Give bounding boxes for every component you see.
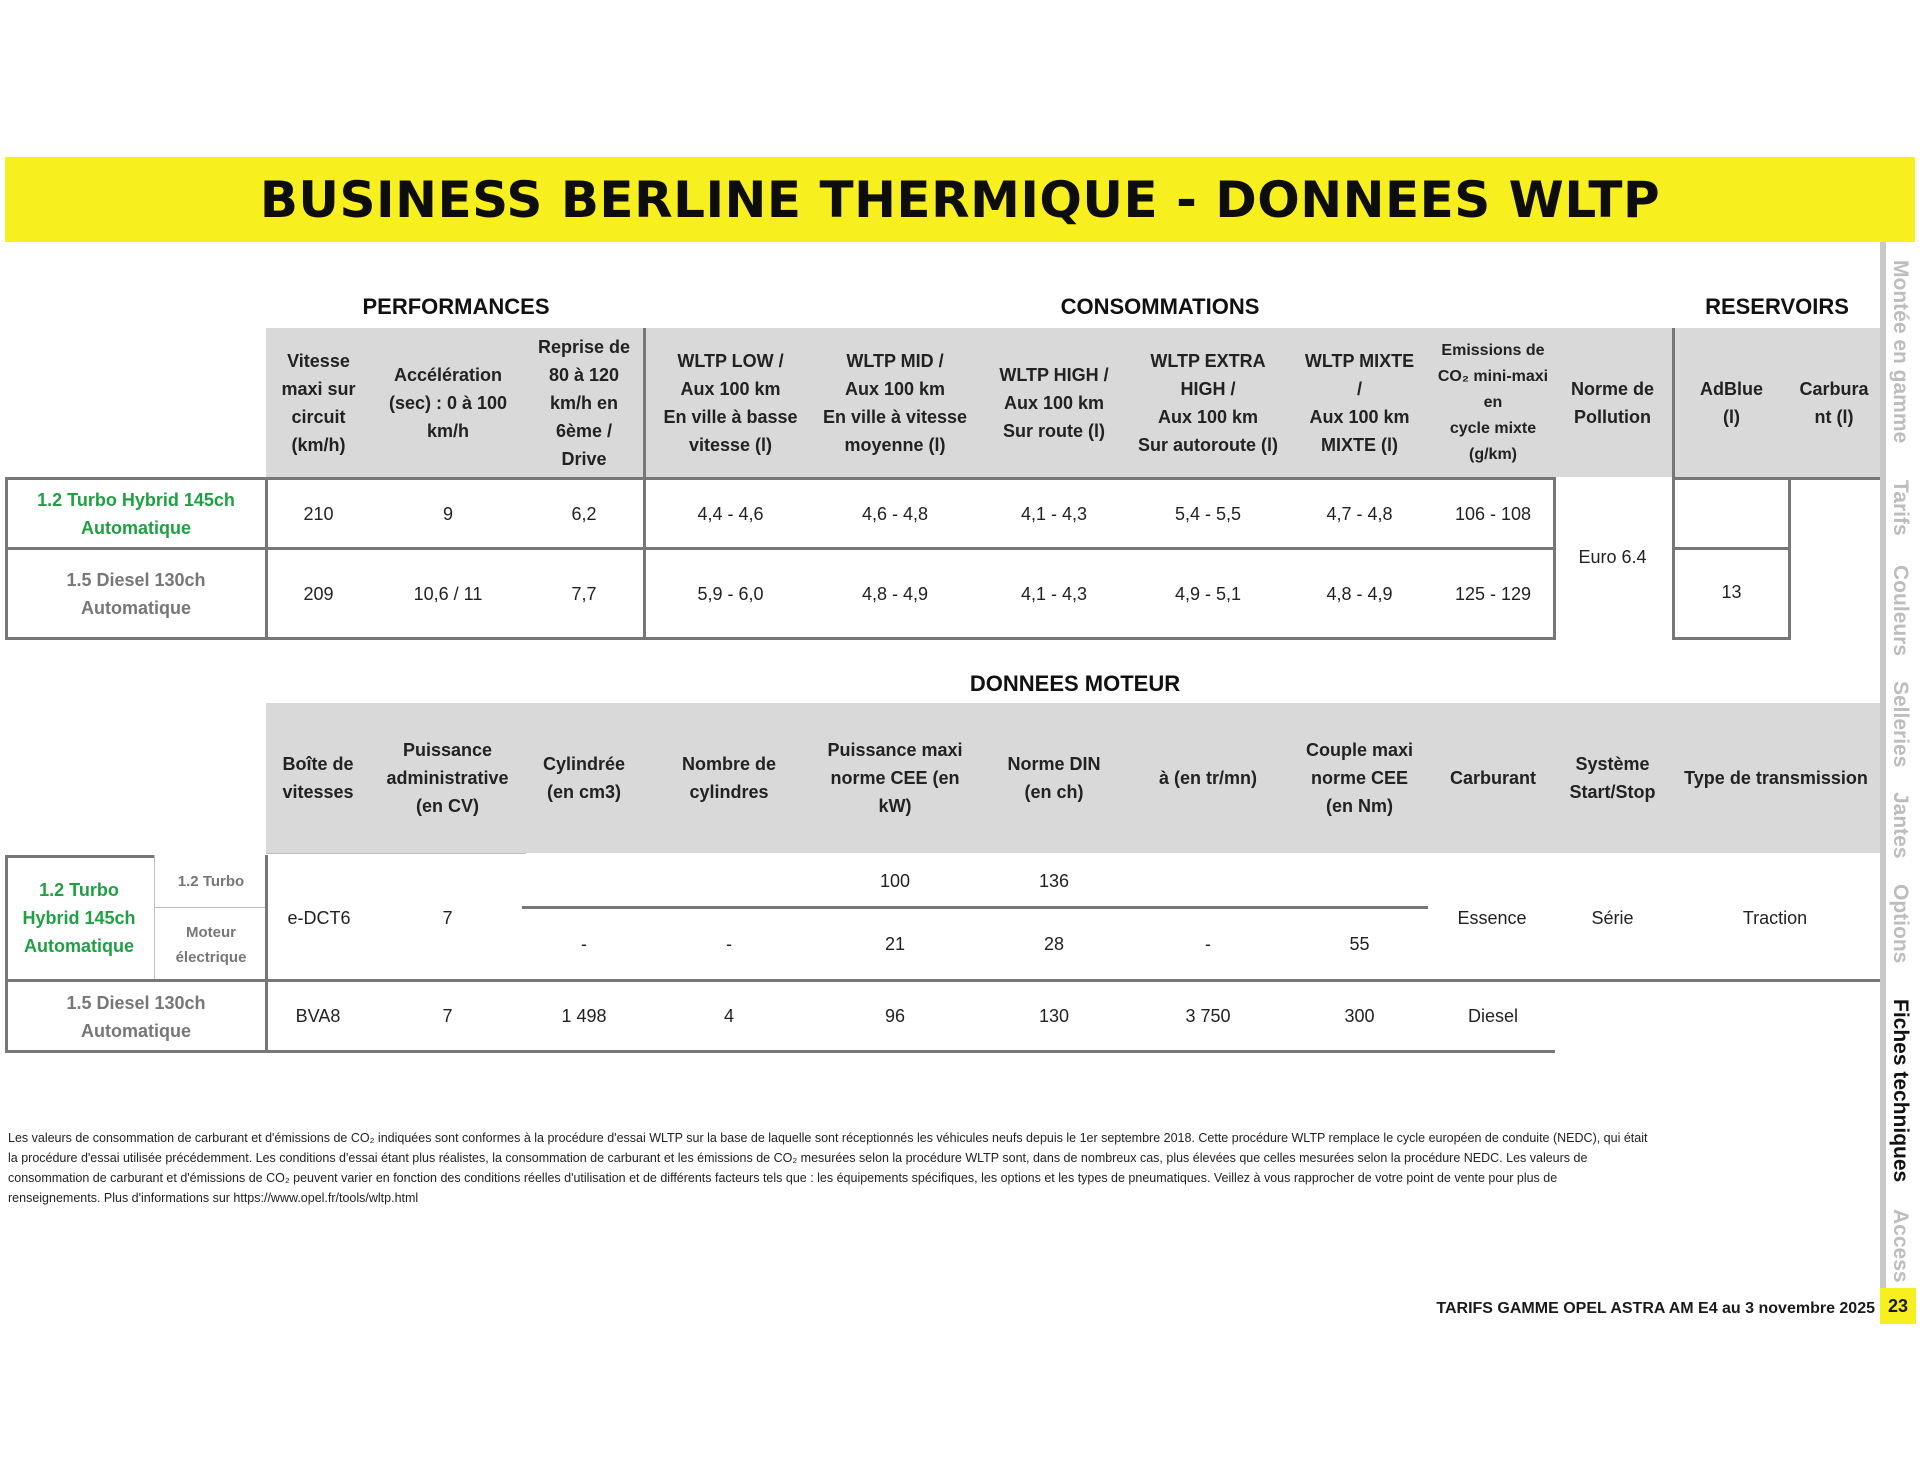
wltp-cell: 209 [303, 583, 334, 604]
motor-electric-rpm: - [1205, 933, 1211, 954]
motor-header-cell: Puissance administrative (en CV) [370, 703, 525, 853]
motor-diesel-cell: 130 [1038, 1005, 1070, 1026]
wltp-cell: 7,7 [571, 583, 597, 604]
wltp-cell: 5,4 - 5,5 [1174, 503, 1242, 524]
sidebar-item-label: Couleurs [1889, 565, 1912, 657]
wltp-cell: 4,6 - 4,8 [861, 503, 929, 524]
motor-electric-kw: 21 [884, 933, 906, 954]
wltp-cell: 4,8 - 4,9 [1326, 583, 1393, 604]
motor-hybrid-admin-power: 7 [442, 907, 453, 928]
wltp-header-cell: Vitesse maxi sur circuit (km/h) [266, 328, 371, 477]
wltp-header-cell: WLTP LOW / Aux 100 km En ville à basse vitesse (l) [646, 328, 815, 477]
motor-header-cell: Type de transmission [1672, 703, 1880, 853]
wltp-cell: 4,9 - 5,1 [1174, 583, 1242, 604]
wltp-cell: 4,8 - 4,9 [861, 583, 929, 604]
wltp-cell: 9 [442, 503, 453, 524]
motor-electric-din: 28 [1043, 933, 1065, 954]
wltp-header-cell: WLTP HIGH / Aux 100 km Sur route (l) [975, 328, 1133, 477]
wltp-cell: 5,9 - 6,0 [697, 583, 764, 604]
motor-turbo-din: 136 [1038, 870, 1070, 891]
motor-hybrid-startstop: Série [1591, 907, 1634, 928]
motor-row-diesel-label: 1.5 Diesel 130ch Automatique [66, 993, 206, 1041]
sidebar-item-label: Fiches techniques [1889, 999, 1912, 1183]
sidebar-item-couleurs[interactable] [1878, 556, 1920, 666]
wltp-cell: 125 - 129 [1454, 583, 1532, 604]
wltp-cell: 6,2 [571, 503, 597, 524]
footnote-line: Les valeurs de consommation de carburant et d'émissions de CO₂ indiquées sont conformes à la procédure d'essai WLTP sur la base de laquelle sont réceptionnés les véhicules neufs depuis le 1er septembre 2018. Cette procédure WLTP remplace le cycle européen de conduite (NEDC), qui était [8, 1131, 1648, 1145]
wltp-header-cell: Accélération (sec) : 0 à 100 km/h [371, 328, 525, 477]
motor-header-cell: Boîte de vitesses [266, 703, 370, 853]
sidebar-item-options[interactable] [1878, 874, 1920, 974]
motor-header-cell: Couple maxi norme CEE (en Nm) [1283, 703, 1436, 853]
motor-electric-torque: 55 [1349, 933, 1370, 954]
wltp-header-cell: Reprise de 80 à 120 km/h en 6ème / Drive [525, 328, 643, 477]
motor-header-cell: Cylindrée (en cm3) [525, 703, 643, 853]
motor-diesel-cell: 96 [884, 1005, 906, 1026]
motor-diesel-cell: 4 [723, 1005, 734, 1026]
motor-sub-electric: Moteur électrique [175, 924, 247, 966]
motor-header-cell: Norme DIN (en ch) [975, 703, 1133, 853]
motor-header-cell: Nombre de cylindres [643, 703, 815, 853]
motor-diesel-cell: 1 498 [561, 1005, 607, 1026]
sidebar-item-tarifs[interactable] [1878, 470, 1920, 546]
motor-electric-cylinders: - [726, 933, 732, 954]
title-banner [5, 157, 1915, 242]
wltp-cell: 106 - 108 [1454, 503, 1532, 524]
sidebar-item-label: Montée en gamme [1889, 260, 1912, 444]
adblue-diesel: 13 [1721, 582, 1742, 602]
motor-hybrid-fuel: Essence [1457, 907, 1527, 928]
motor-diesel-cell: 3 750 [1185, 1005, 1231, 1026]
motor-row-hybrid-label: 1.2 Turbo Hybrid 145ch Automatique [22, 880, 136, 956]
footnote-line: consommation de carburant et d'émissions de CO₂ peuvent varier en fonction des conditions réelles d'utilisation et de différents facteurs tels que : les équipements spécifiques, les options et les types de pneumatiques. Veillez à vous rapprocher de votre point de vente pour plus de [8, 1171, 1558, 1185]
wltp-header-cell: Emissions de CO₂ mini-maxi en cycle mixte (g/km) [1436, 328, 1550, 477]
motor-header-cell: Carburant [1436, 703, 1550, 853]
motor-header-cell: Système Start/Stop [1555, 703, 1670, 853]
sidebar-item-fiches-techniques[interactable] [1878, 986, 1920, 1196]
pollution-norm: Euro 6.4 [1578, 547, 1647, 567]
wltp-row-diesel-label: 1.5 Diesel 130ch Automatique [66, 570, 206, 618]
footnote-line: renseignements. Plus d'informations sur https://www.opel.fr/tools/wltp.html [8, 1191, 419, 1205]
wltp-header-cell: WLTP MID / Aux 100 km En ville à vitesse moyenne (l) [815, 328, 975, 477]
section-consommations: CONSOMMATIONS [1060, 294, 1260, 319]
footnote [8, 1128, 1848, 1208]
wltp-header-cell: Norme de Pollution [1555, 328, 1670, 477]
wltp-row-hybrid-label: 1.2 Turbo Hybrid 145ch Automatique [37, 490, 235, 538]
wltp-cell: 4,4 - 4,6 [697, 503, 764, 524]
section-performances: PERFORMANCES [362, 294, 550, 319]
page-title: BUSINESS BERLINE THERMIQUE - DONNEES WLTP [259, 170, 1661, 229]
motor-diesel-cell: 7 [442, 1005, 453, 1026]
wltp-header-cell: AdBlue (l) [1675, 328, 1788, 477]
wltp-header-cell: Carbura nt (l) [1788, 328, 1880, 477]
wltp-cell: 4,7 - 4,8 [1326, 503, 1393, 524]
motor-sub-turbo: 1.2 Turbo [177, 872, 245, 890]
wltp-cell: 210 [303, 503, 334, 524]
wltp-cell: 10,6 / 11 [413, 583, 483, 604]
wltp-header-cell: WLTP MIXTE / Aux 100 km MIXTE (l) [1283, 328, 1436, 477]
sidebar-item-label: Tarifs [1889, 480, 1912, 536]
motor-hybrid-transmission: Traction [1742, 907, 1808, 928]
wltp-cell: 4,1 - 4,3 [1020, 503, 1088, 524]
section-reservoirs: RESERVOIRS [1705, 294, 1849, 319]
motor-diesel-cell: Diesel [1467, 1005, 1519, 1026]
wltp-cell: 4,1 - 4,3 [1020, 583, 1088, 604]
sidebar-item-access[interactable] [1878, 1206, 1920, 1286]
sidebar-item-jantes[interactable] [1878, 784, 1920, 866]
footnote-line: la procédure d'essai utilisée précédemment. Les conditions d'essai étant plus réalistes, la consommation de carburant et les émissions de CO₂ mesurées selon la procédure WLTP sont, dans de nombreux cas, plus élevées que celles mesurées selon la procédure NEDC. Les valeurs de [8, 1151, 1588, 1165]
motor-header-cell: à (en tr/mn) [1133, 703, 1283, 853]
wltp-header-cell: WLTP EXTRA HIGH / Aux 100 km Sur autoroute (l) [1133, 328, 1283, 477]
motor-header-cell: Puissance maxi norme CEE (en kW) [815, 703, 975, 853]
motor-diesel-cell: BVA8 [295, 1005, 341, 1026]
page-number: 23 [1880, 1288, 1916, 1324]
section-donnees-moteur: DONNEES MOTEUR [969, 671, 1181, 696]
motor-diesel-cell: 300 [1344, 1005, 1375, 1026]
motor-electric-cylindree: - [581, 933, 587, 954]
motor-turbo-kw: 100 [879, 870, 911, 891]
motor-hybrid-gearbox: e-DCT6 [287, 907, 351, 928]
sidebar-item-label: Jantes [1889, 791, 1912, 859]
sidebar-item-montee-en-gamme[interactable] [1878, 246, 1920, 458]
document-footer: TARIFS GAMME OPEL ASTRA AM E4 au 3 novembre 2025 [1436, 1300, 1875, 1317]
sidebar-item-selleries[interactable] [1878, 672, 1920, 776]
sidebar-item-label: Options [1889, 884, 1912, 964]
sidebar-item-label: Selleries [1889, 680, 1912, 768]
sidebar-item-label: Access [1889, 1209, 1912, 1283]
